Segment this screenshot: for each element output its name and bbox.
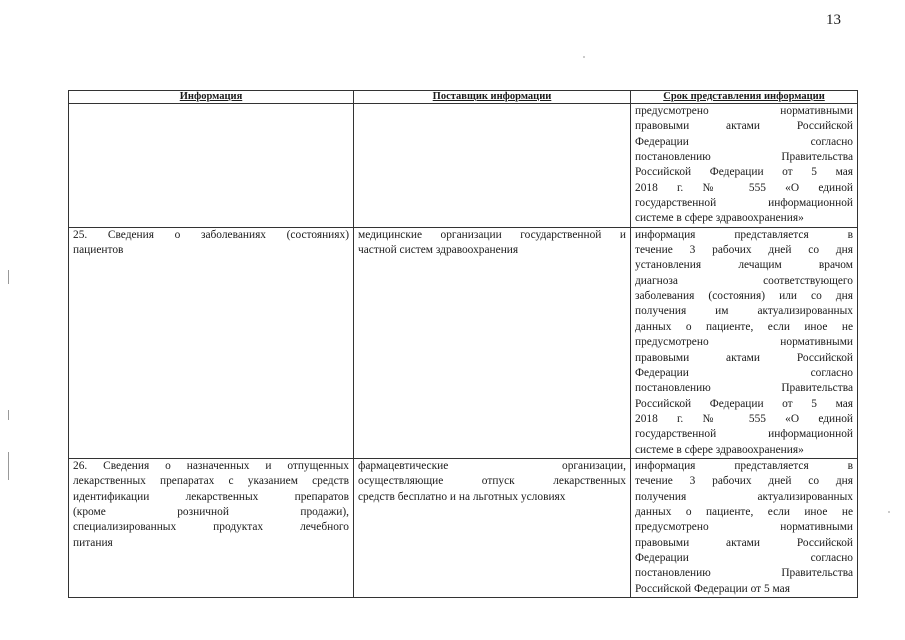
scan-artifact xyxy=(583,56,585,58)
scan-artifact xyxy=(8,270,9,284)
cell-line: данных о пациенте, если иное не xyxy=(635,505,853,518)
cell-line: постановлению Правительства xyxy=(635,151,853,164)
cell-line: постановлению Правительства xyxy=(635,382,853,395)
cell-line: данных о пациенте, если иное не xyxy=(635,320,853,333)
cell-line: (кроме розничной продажи), xyxy=(73,505,349,518)
cell-line: системе в сфере здравоохранения» xyxy=(635,443,804,456)
scan-artifact xyxy=(8,452,9,480)
cell-line: питания xyxy=(73,536,113,549)
cell-line: государственной информационной xyxy=(635,428,853,441)
cell-line: 26. Сведения о назначенных и отпущенных xyxy=(73,459,349,472)
cell-line: осуществляющие отпуск лекарственных xyxy=(358,475,626,488)
scan-artifact xyxy=(888,511,890,513)
table-row xyxy=(69,458,858,597)
cell-line: Российской Федерации от 5 мая xyxy=(635,397,853,410)
cell-deadline xyxy=(631,458,858,597)
table-header-row xyxy=(69,91,858,104)
cell-line: предусмотрено нормативными xyxy=(635,336,853,349)
cell-line: 2018 г. № 555 «О единой xyxy=(635,412,853,425)
cell-line: течение 3 рабочих дней со дня xyxy=(635,475,853,488)
cell-line: правовыми актами Российской xyxy=(635,351,853,364)
cell-line: предусмотрено нормативными xyxy=(635,105,853,117)
cell-info xyxy=(69,458,354,597)
cell-supplier xyxy=(354,458,631,597)
table-row xyxy=(69,227,858,458)
cell-line: Федерации согласно xyxy=(635,366,853,379)
cell-line: специализированных продуктах лечебного xyxy=(73,521,349,534)
cell-line: информация представляется в xyxy=(635,228,853,241)
cell-info xyxy=(69,227,354,458)
cell-line: Российской Федерации от 5 мая xyxy=(635,582,790,595)
cell-supplier xyxy=(354,227,631,458)
cell-line: информация представляется в xyxy=(635,459,853,472)
cell-line: правовыми актами Российской xyxy=(635,536,853,549)
cell-line: Российской Федерации от 5 мая xyxy=(635,166,853,179)
header-info: Информация xyxy=(69,91,354,104)
cell-line: фармацевтические организации, xyxy=(358,459,626,472)
cell-line: Федерации согласно xyxy=(635,135,853,148)
header-deadline: Срок представления информации xyxy=(631,91,858,104)
cell-line: предусмотрено нормативными xyxy=(635,521,853,534)
cell-line: правовыми актами Российской xyxy=(635,120,853,133)
cell-deadline xyxy=(631,227,858,458)
cell-line: 2018 г. № 555 «О единой xyxy=(635,181,853,194)
cell-line: медицинские организации государственной и xyxy=(358,228,626,241)
cell-line: получения им актуализированных xyxy=(635,305,853,318)
cell-line: системе в сфере здравоохранения» xyxy=(635,212,804,225)
cell-line: установления лечащим врачом xyxy=(635,259,853,272)
cell-line: Федерации согласно xyxy=(635,551,853,564)
page-number: 13 xyxy=(826,12,841,28)
cell-line: постановлению Правительства xyxy=(635,567,853,580)
scan-artifact xyxy=(8,410,9,420)
cell-deadline xyxy=(631,104,858,228)
cell-line: государственной информационной xyxy=(635,197,853,210)
header-supplier: Поставщик информации xyxy=(354,91,631,104)
cell-line: пациентов xyxy=(73,244,124,257)
cell-line: средств бесплатно и на льготных условиях xyxy=(358,490,566,503)
cell-line: заболевания (состояния) или со дня xyxy=(635,290,853,303)
cell-supplier xyxy=(354,104,631,228)
cell-line: лекарственных препаратах с указанием средств xyxy=(73,475,349,488)
cell-line: получения актуализированных xyxy=(635,490,853,503)
cell-line: частной систем здравоохранения xyxy=(358,244,519,257)
cell-line: течение 3 рабочих дней со дня xyxy=(635,244,853,257)
cell-line: диагноза соответствующего xyxy=(635,274,853,287)
cell-line: идентификации лекарственных препаратов xyxy=(73,490,349,503)
data-table xyxy=(68,90,858,598)
cell-line: 25. Сведения о заболеваниях (состояниях) xyxy=(73,228,349,241)
cell-info xyxy=(69,104,354,228)
table-row xyxy=(69,104,858,228)
